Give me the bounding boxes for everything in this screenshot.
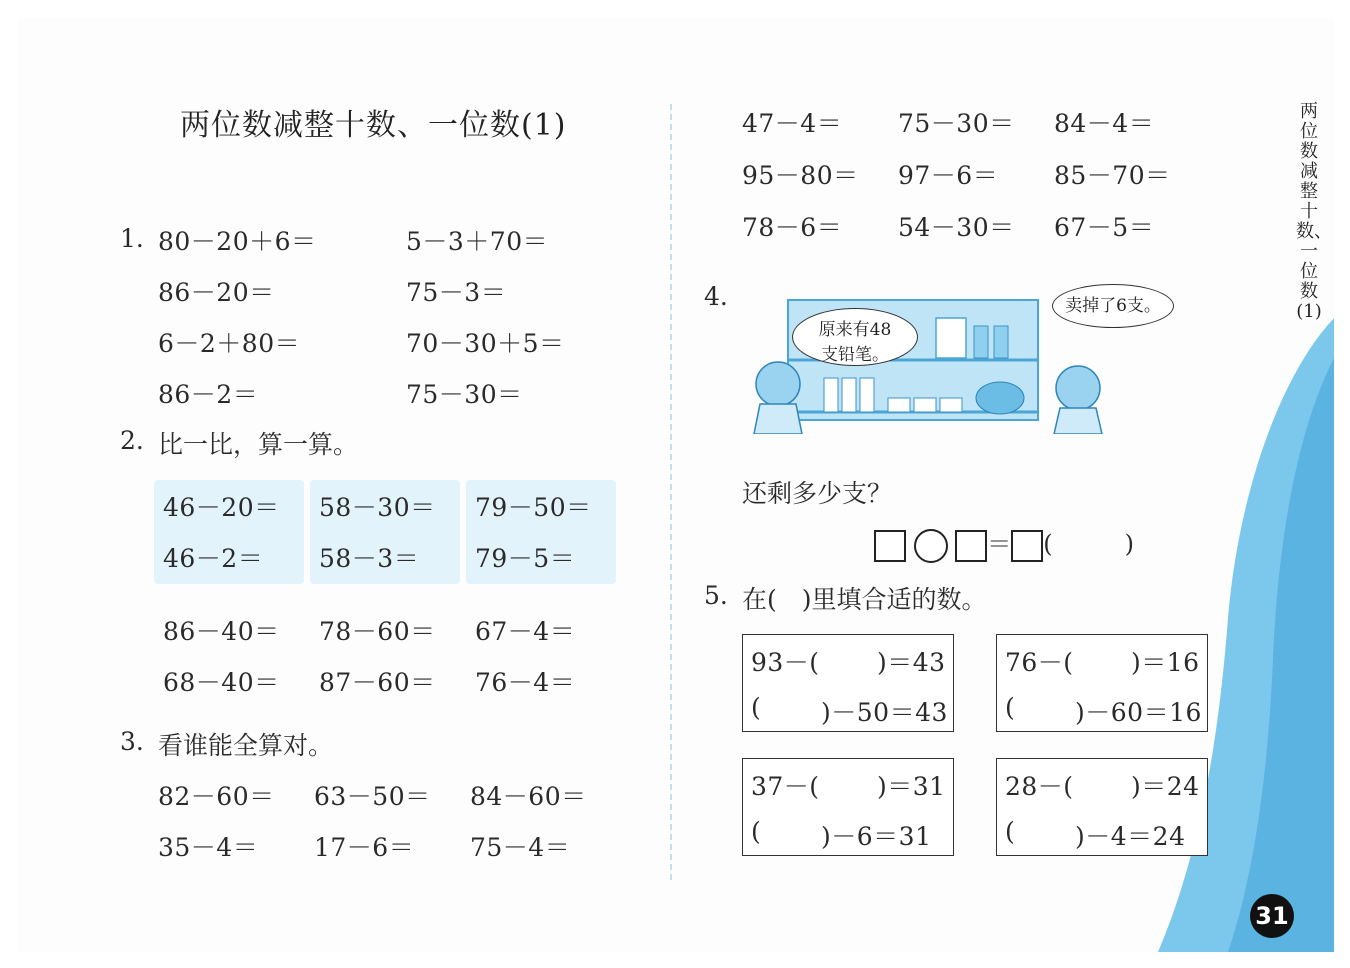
page-divider — [670, 104, 672, 880]
q3-item: 95－80＝ — [742, 161, 859, 190]
q2-item: 86－40＝ — [163, 617, 280, 646]
speech-bubble-right: 卖掉了6支。 — [1052, 284, 1174, 328]
speech-bubble-left-line2: 支铅笔。 — [821, 345, 889, 365]
page-title: 两位数减整十数、一位数(1) — [180, 108, 567, 143]
q4-question: 还剩多少支？ — [742, 479, 893, 508]
q5-box-2 — [996, 634, 1208, 732]
unit-paren[interactable]: ( ) — [1043, 530, 1135, 558]
q3-item: 82－60＝ — [158, 782, 275, 811]
q5-box1-line1-left: 93－( — [751, 648, 820, 677]
q3-item: 84－4＝ — [1054, 109, 1155, 138]
q5-box2-line1-right[interactable]: )＝16 — [1131, 648, 1200, 677]
q5-box3-line1-left: 37－( — [751, 772, 820, 801]
q1-item-5: 6－2＋80＝ — [158, 329, 301, 358]
operator-circle[interactable] — [914, 529, 948, 563]
answer-box[interactable] — [1011, 530, 1043, 562]
q5-box3-line2-right: )－6＝31 — [821, 822, 932, 851]
side-title: 两位数减整十数、一位数(1) — [1296, 101, 1332, 322]
answer-box[interactable] — [955, 530, 987, 562]
q1-item-7: 86－2＝ — [158, 380, 259, 409]
q5-box1-line2-right: )－50＝43 — [821, 698, 948, 727]
answer-box[interactable] — [874, 530, 906, 562]
q5-box2-line2-left[interactable]: ( — [1005, 693, 1016, 722]
q2-item: 58－3＝ — [319, 544, 420, 573]
q3-item: 47－4＝ — [742, 109, 843, 138]
speech-bubble-left — [792, 308, 918, 366]
q1-item-2: 5－3＋70＝ — [406, 227, 549, 256]
q5-prompt: 在( )里填合适的数。 — [742, 585, 987, 614]
q5-box-1 — [742, 634, 954, 732]
q2-item: 67－4＝ — [475, 617, 576, 646]
q1-item-1: 80－20＋6＝ — [158, 227, 317, 256]
q4-label: 4. — [704, 282, 728, 311]
q2-item: 79－5＝ — [475, 544, 576, 573]
q3-item: 67－5＝ — [1054, 213, 1155, 242]
q3-item: 54－30＝ — [898, 213, 1015, 242]
q3-item: 63－50＝ — [314, 782, 431, 811]
q5-box4-line1-right[interactable]: )＝24 — [1131, 772, 1200, 801]
q2-item: 58－30＝ — [319, 493, 436, 522]
q2-label: 2. — [120, 426, 144, 455]
q3-prompt: 看谁能全算对。 — [158, 731, 334, 760]
q3-label: 3. — [120, 727, 144, 756]
workbook-page — [18, 18, 1334, 952]
q2-item: 68－40＝ — [163, 668, 280, 697]
q5-box1-line2-left[interactable]: ( — [751, 693, 762, 722]
q3-item: 78－6＝ — [742, 213, 843, 242]
q5-box1-line1-right[interactable]: )＝43 — [877, 648, 946, 677]
q1-item-4: 75－3＝ — [406, 278, 507, 307]
q1-label: 1. — [120, 224, 144, 253]
q3-item: 85－70＝ — [1054, 161, 1171, 190]
q5-box4-line2-left[interactable]: ( — [1005, 817, 1016, 846]
q5-box-3 — [742, 758, 954, 856]
q5-box4-line1-left: 28－( — [1005, 772, 1074, 801]
q2-prompt: 比一比，算一算。 — [158, 430, 359, 459]
page-number: 31 — [1250, 894, 1294, 938]
q5-box4-line2-right: )－4＝24 — [1075, 822, 1186, 851]
q2-item: 87－60＝ — [319, 668, 436, 697]
q2-item: 78－60＝ — [319, 617, 436, 646]
q2-item: 76－4＝ — [475, 668, 576, 697]
q5-label: 5. — [704, 581, 728, 610]
equals-sign: ＝ — [987, 530, 1012, 558]
q1-item-8: 75－30＝ — [406, 380, 523, 409]
q5-box3-line2-left[interactable]: ( — [751, 817, 762, 846]
q4-answer-formula — [874, 524, 1134, 563]
q1-item-6: 70－30＋5＝ — [406, 329, 565, 358]
q3-item: 75－4＝ — [470, 833, 571, 862]
q3-item: 84－60＝ — [470, 782, 587, 811]
q3-item: 75－30＝ — [898, 109, 1015, 138]
q1-item-3: 86－20＝ — [158, 278, 275, 307]
q3-item: 97－6＝ — [898, 161, 999, 190]
q5-box-4 — [996, 758, 1208, 856]
q3-item: 17－6＝ — [314, 833, 415, 862]
q5-box2-line1-left: 76－( — [1005, 648, 1074, 677]
q3-item: 35－4＝ — [158, 833, 259, 862]
q2-item: 46－2＝ — [163, 544, 264, 573]
q5-box2-line2-right: )－60＝16 — [1075, 698, 1202, 727]
speech-bubble-left-line1: 原来有48 — [818, 320, 892, 340]
q5-box3-line1-right[interactable]: )＝31 — [877, 772, 946, 801]
q2-item: 79－50＝ — [475, 493, 592, 522]
q2-item: 46－20＝ — [163, 493, 280, 522]
